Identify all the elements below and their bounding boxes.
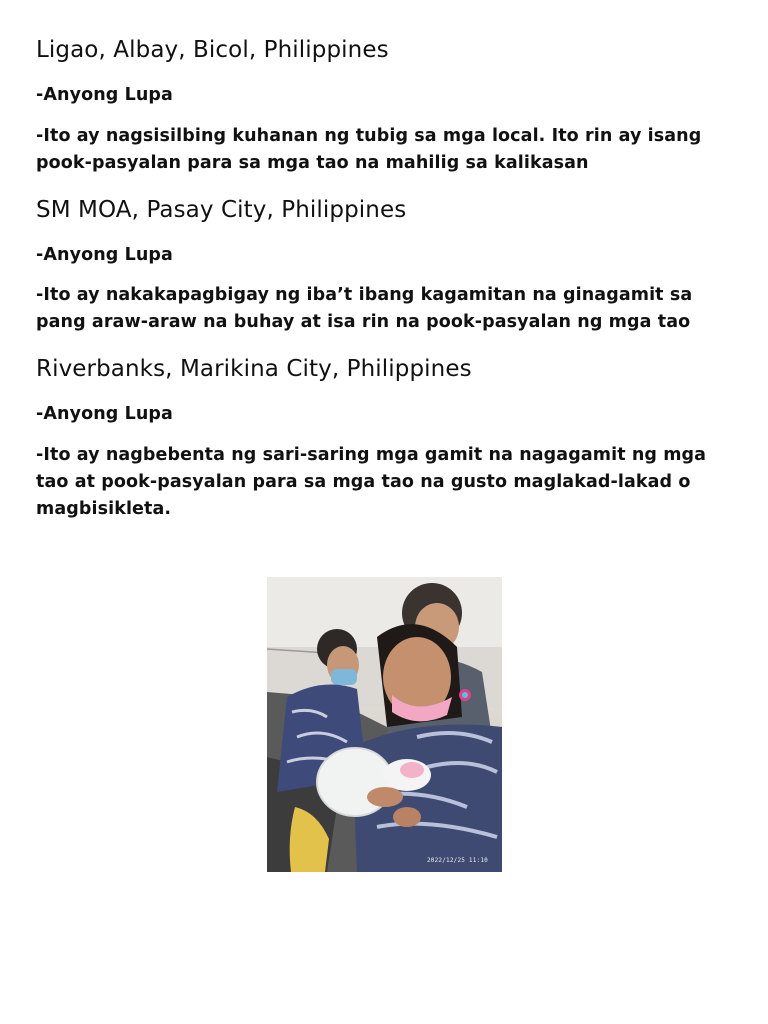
section-description: -Ito ay nagbebenta ng sari-saring mga gamit na nagagamit ng mga tao at pook-pasyalan para sa mga tao na gusto maglakad-lakad o magbisikleta. [36, 445, 707, 519]
section-type: -Anyong Lupa [36, 404, 173, 424]
location-section-ligao [36, 36, 736, 173]
section-description: -Ito ay nagsisilbing kuhanan ng tubig sa mga local. Ito rin ay isang pook-pasyalan para sa mga tao na mahilig sa kalikasan [36, 126, 702, 173]
section-title: Riverbanks, Marikina City, Philippines [36, 356, 472, 382]
section-type: -Anyong Lupa [36, 85, 173, 105]
section-type: -Anyong Lupa [36, 245, 173, 265]
location-section-sm-moa [36, 196, 736, 332]
section-title: Ligao, Albay, Bicol, Philippines [36, 37, 389, 63]
section-description: -Ito ay nakakapagbigay ng iba’t ibang kagamitan na ginagamit sa pang araw-araw na buhay at isa rin na pook-pasyalan ng mga tao [36, 285, 693, 332]
section-title: SM MOA, Pasay City, Philippines [36, 197, 407, 223]
photo-timestamp: 2022/12/25 11:10 [427, 857, 488, 864]
location-section-riverbanks [36, 355, 736, 519]
family-photo [267, 577, 502, 872]
